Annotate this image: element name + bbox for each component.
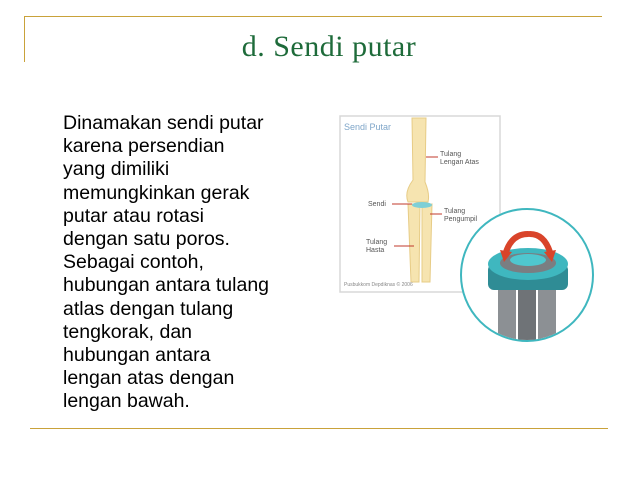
body-line: lengan atas dengan	[63, 367, 235, 390]
label-radius-2: Hasta	[366, 247, 385, 254]
pivot-post-middle	[518, 288, 536, 348]
panel-title: Sendi Putar	[344, 122, 392, 132]
slide-title-text: d. Sendi putar	[241, 30, 417, 63]
body-line: hubungan antara tulang	[63, 274, 270, 297]
frame-bottom-line	[30, 428, 608, 429]
slide-title	[0, 30, 638, 64]
label-radius-1: Tulang	[366, 239, 388, 246]
figure-credit: Pusbukkom Depdiknas © 2006	[344, 282, 413, 288]
body-line: Dinamakan sendi putar	[63, 112, 264, 134]
pivot-joint-figure	[330, 112, 610, 352]
frame-top-line	[24, 16, 602, 17]
label-ulna-1: Tulang	[444, 208, 466, 215]
body-line: lengan bawah.	[63, 390, 190, 413]
pivot-joint-illustration	[330, 112, 610, 352]
body-text	[63, 112, 323, 414]
label-joint: Sendi	[368, 201, 386, 208]
body-line: hubungan antara	[63, 344, 211, 367]
label-ulna-2: Pengumpil	[444, 216, 478, 223]
label-upper-arm-2: Lengan Atas	[440, 159, 479, 166]
joint-highlight	[412, 202, 432, 208]
body-line: memungkinkan gerak	[63, 181, 250, 204]
body-line: yang dimiliki	[63, 158, 170, 181]
body-line: dengan satu poros.	[63, 228, 230, 251]
body-line: karena persendian	[63, 135, 225, 158]
body-line: Sebagai contoh,	[63, 251, 204, 274]
body-line: putar atau rotasi	[63, 204, 204, 227]
body-line: atlas dengan tulang	[63, 297, 234, 320]
pivot-axle-top	[510, 254, 546, 266]
ulna-bone	[422, 204, 432, 282]
label-upper-arm-1: Tulang	[440, 151, 462, 158]
body-line: tengkorak, dan	[63, 320, 193, 343]
